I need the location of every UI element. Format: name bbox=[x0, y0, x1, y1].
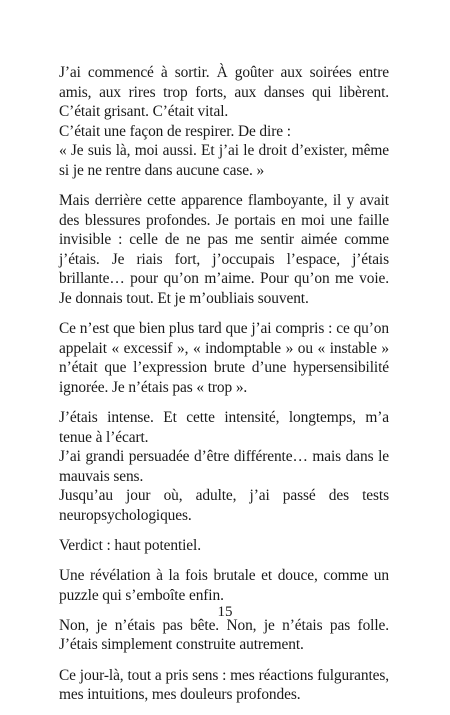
paragraph-1 bbox=[59, 63, 389, 181]
paragraph-6 bbox=[59, 566, 389, 605]
page-number: 15 bbox=[217, 604, 233, 620]
text-line: Une révélation à la fois brutale et douce, comme un puzzle qui s’emboîte enfin. bbox=[59, 567, 389, 604]
text-line: Ce jour-là, tout a pris sens : mes réactions fulgurantes, mes intuitions, mes douleurs profondes. bbox=[59, 666, 389, 704]
paragraph-7 bbox=[59, 616, 389, 655]
text-line: Non, je n’étais pas bête. Non, je n’étais pas folle. J’étais simplement construite autrement. bbox=[59, 616, 389, 654]
text-line: Ce n’est que bien plus tard que j’ai compris : ce qu’on appelait « excessif », « indomptable » ou « instable » n’était que l’expression brute d’une hypersensibilité ignorée. Je n’étais pas « trop ». bbox=[59, 320, 389, 396]
text-line: J’étais intense. Et cette intensité, longtemps, m’a tenue à l’écart. bbox=[59, 409, 389, 446]
text-line: J’ai commencé à sortir. À goûter aux soirées entre amis, aux rires trop forts, aux danses qui libèrent. C’était grisant. C’était vital. bbox=[59, 64, 389, 121]
paragraph-3 bbox=[59, 319, 389, 397]
paragraph-8 bbox=[59, 666, 389, 705]
text-line: J’ai grandi persuadée d’être différente… mais dans le mauvais sens. bbox=[59, 448, 389, 485]
text-line: Jusqu’au jour où, adulte, j’ai passé des tests neuropsychologiques. bbox=[59, 487, 389, 524]
paragraph-4 bbox=[59, 408, 389, 526]
text-line: « Je suis là, moi aussi. Et j’ai le droit d’exister, même si je ne rentre dans aucune case. » bbox=[59, 142, 389, 179]
text-line: Mais derrière cette apparence flamboyante, il y avait des blessures profondes. Je portais en moi une faille invisible : celle de ne pas me sentir aimée comme j’étais. Je riais fort, j’occupais l’espace, j’étais brillante… pour qu’on m’aime. Pour qu’on me voie. Je donnais tout. Et je m’oubliais souvent. bbox=[59, 192, 389, 308]
text-line: C’était une façon de respirer. De dire : bbox=[59, 122, 291, 140]
paragraph-2 bbox=[59, 191, 389, 309]
text-line: Verdict : haut potentiel. bbox=[59, 537, 201, 555]
paragraph-5 bbox=[59, 536, 389, 556]
